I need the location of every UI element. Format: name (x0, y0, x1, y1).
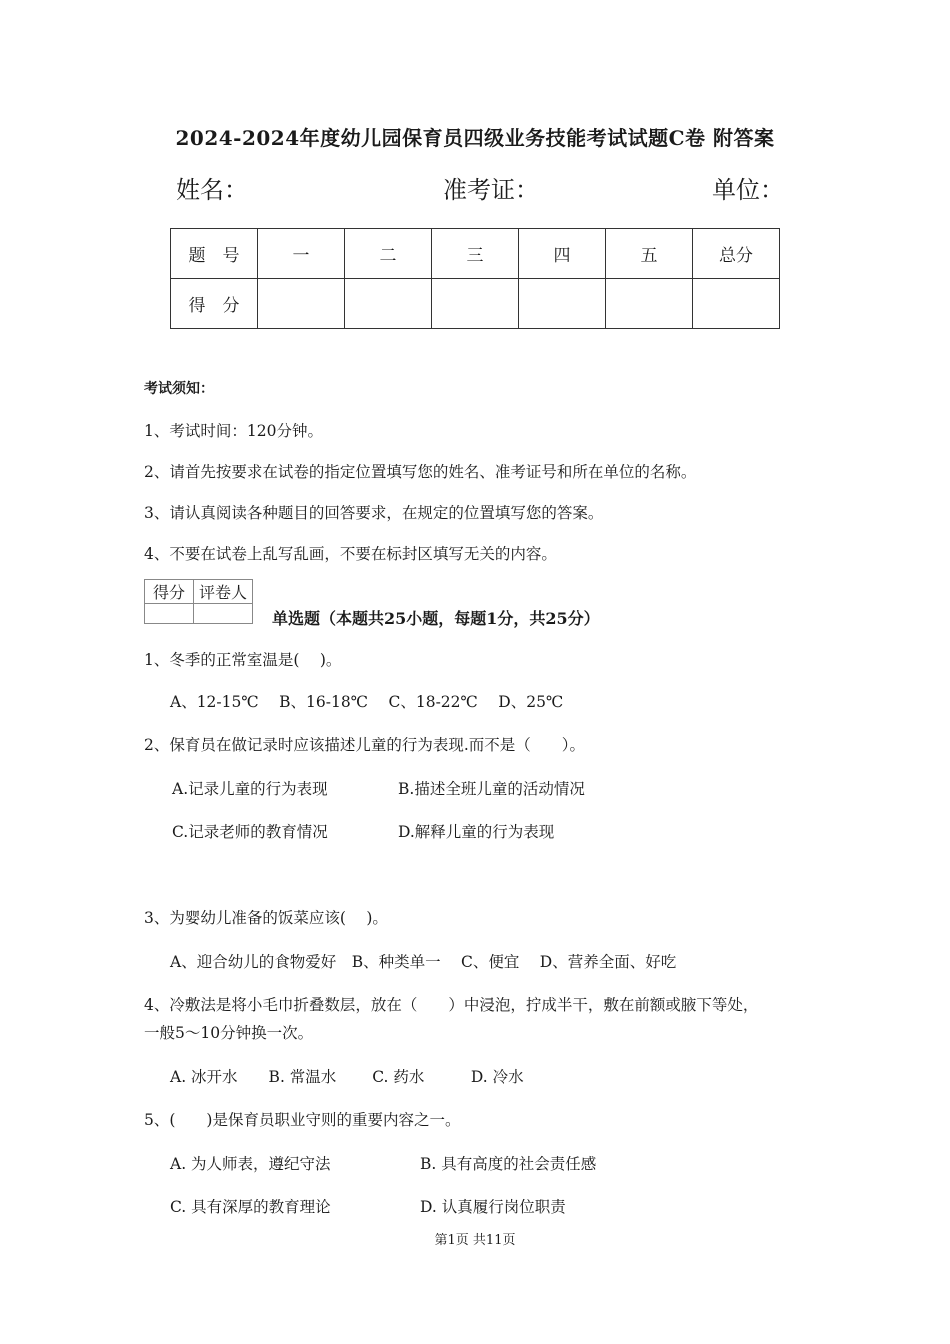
unit-field-label: 单位： (712, 176, 784, 204)
question-2-option-a: A.记录儿童的行为表现 (172, 780, 328, 798)
notice-item: 2、请首先按要求在试卷的指定位置填写您的姓名、准考证号和所在单位的名称。 (144, 463, 697, 481)
score-cell[interactable] (606, 279, 693, 329)
grader-reviewer-cell[interactable] (194, 604, 253, 624)
grader-score-cell[interactable] (145, 604, 194, 624)
page-footer: 第1页 共11页 (434, 1233, 516, 1248)
question-1: 1、冬季的正常室温是( )。 (144, 651, 342, 669)
notice-item: 3、请认真阅读各种题目的回答要求，在规定的位置填写您的答案。 (144, 504, 604, 522)
question-5-option-a: A. 为人师表，遵纪守法 (170, 1155, 331, 1173)
question-3: 3、为婴幼儿准备的饭菜应该( )。 (144, 909, 388, 927)
question-5-option-b: B. 具有高度的社会责任感 (420, 1155, 597, 1173)
score-table-header-cell: 三 (432, 229, 519, 279)
score-table (170, 228, 780, 329)
score-cell[interactable] (432, 279, 519, 329)
question-2-option-d: D.解释儿童的行为表现 (398, 823, 555, 841)
score-table-header-cell: 二 (345, 229, 432, 279)
question-2-option-b: B.描述全班儿童的活动情况 (398, 780, 585, 798)
score-cell[interactable] (258, 279, 345, 329)
score-table-header-cell: 总分 (693, 229, 780, 279)
question-4-options: A. 冰开水 B. 常温水 C. 药水 D. 冷水 (170, 1068, 524, 1086)
score-table-score-row (171, 279, 780, 329)
question-3-options: A、迎合幼儿的食物爱好 B、种类单一 C、便宜 D、营养全面、好吃 (170, 953, 677, 971)
score-cell[interactable] (345, 279, 432, 329)
grader-reviewer-label: 评卷人 (194, 580, 253, 604)
score-table-header-cell: 一 (258, 229, 345, 279)
score-table-header-cell: 五 (606, 229, 693, 279)
question-4: 4、冷敷法是将小毛巾折叠数层，放在（ ）中浸泡，拧成半干，敷在前额或腋下等处， (144, 996, 759, 1014)
section-title: 单选题（本题共25小题，每题1分，共25分） (272, 609, 600, 628)
notice-item: 4、不要在试卷上乱写乱画，不要在标封区填写无关的内容。 (144, 545, 557, 563)
question-5-option-d: D. 认真履行岗位职责 (420, 1198, 566, 1216)
question-5-option-c: C. 具有深厚的教育理论 (170, 1198, 331, 1216)
question-4-continued: 一般5～10分钟换一次。 (144, 1024, 314, 1042)
question-2: 2、保育员在做记录时应该描述儿童的行为表现.而不是（ ）。 (144, 736, 586, 754)
score-table-header-cell: 题 号 (171, 229, 258, 279)
question-2-option-c: C.记录老师的教育情况 (172, 823, 328, 841)
grader-box (144, 579, 253, 624)
name-field-label: 姓名： (176, 176, 248, 204)
question-5: 5、( )是保育员职业守则的重要内容之一。 (144, 1111, 461, 1129)
document-title: 2024-2024年度幼儿园保育员四级业务技能考试试题C卷 附答案 (175, 126, 775, 150)
score-row-label: 得 分 (171, 279, 258, 329)
notice-item: 1、考试时间：120分钟。 (144, 422, 323, 440)
exam-id-field-label: 准考证： (443, 176, 539, 204)
grader-score-label: 得分 (145, 580, 194, 604)
notice-heading: 考试须知： (144, 381, 214, 397)
score-table-header-row (171, 229, 780, 279)
score-cell[interactable] (693, 279, 780, 329)
score-cell[interactable] (519, 279, 606, 329)
question-1-options: A、12-15℃ B、16-18℃ C、18-22℃ D、25℃ (170, 693, 564, 711)
score-table-header-cell: 四 (519, 229, 606, 279)
